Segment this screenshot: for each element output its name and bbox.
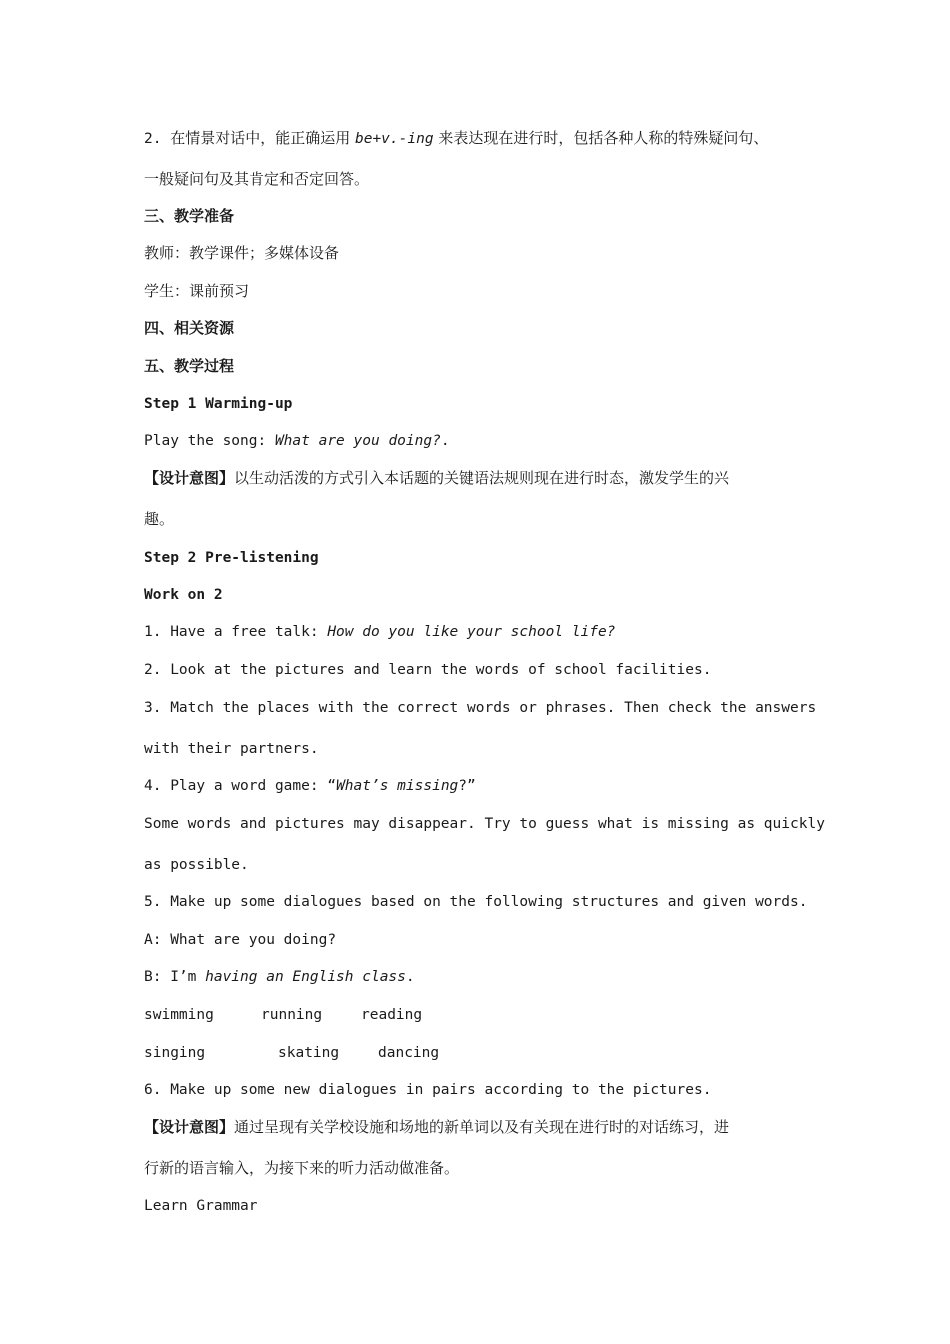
section-heading-preparation: 三、教学准备 bbox=[144, 207, 235, 225]
objective-2-line1 bbox=[144, 128, 768, 149]
words-row-1 bbox=[144, 1005, 422, 1025]
design-intent-tag: 【设计意图】 bbox=[144, 1118, 235, 1136]
objective-2-line2: 一般疑问句及其肯定和否定回答。 bbox=[144, 170, 370, 188]
item-4 bbox=[144, 776, 476, 796]
dialogue-b-end: . bbox=[405, 969, 415, 985]
dialogue-b bbox=[144, 967, 415, 987]
words-row-2 bbox=[144, 1043, 439, 1063]
play-song-line bbox=[144, 431, 450, 451]
work-on-heading: Work on 2 bbox=[144, 587, 223, 603]
word-item: skating bbox=[278, 1045, 340, 1061]
item-2: 2. Look at the pictures and learn the words of school facilities. bbox=[144, 662, 712, 678]
design-intent-1-text: 以生动活泼的方式引入本话题的关键语法规则现在进行时态，激发学生的兴 bbox=[234, 469, 730, 487]
item-3-line1: 3. Match the places with the correct words or phrases. Then check the answers bbox=[144, 700, 817, 716]
word-item: dancing bbox=[378, 1045, 440, 1061]
word-item: running bbox=[261, 1007, 323, 1023]
objective-text-a: 在情景对话中，能正确运用 bbox=[170, 129, 355, 147]
step2-heading: Step 2 Pre-listening bbox=[144, 550, 319, 566]
design-intent-1-line2: 趣。 bbox=[144, 510, 175, 528]
word-item: reading bbox=[361, 1007, 423, 1023]
item-4-prefix: 4. Play a word game: “ bbox=[144, 778, 337, 794]
design-intent-2-text: 通过呈现有关学校设施和场地的新单词以及有关现在进行时的对话练习，进 bbox=[234, 1118, 730, 1136]
design-intent-2-line1 bbox=[144, 1117, 729, 1137]
item-3-line2: with their partners. bbox=[144, 741, 319, 757]
item-1 bbox=[144, 622, 615, 642]
word-item: singing bbox=[144, 1045, 206, 1061]
objective-text-b: 来表达现在进行时，包括各种人称的特殊疑问句、 bbox=[433, 129, 769, 147]
learn-grammar-heading: Learn Grammar bbox=[144, 1198, 258, 1214]
play-song-prefix: Play the song: bbox=[144, 433, 275, 449]
step1-heading: Step 1 Warming-up bbox=[144, 396, 293, 412]
item-5: 5. Make up some dialogues based on the following structures and given words. bbox=[144, 894, 808, 910]
student-preparation: 学生：课前预习 bbox=[144, 282, 250, 300]
objective-grammar-formula: be+v.-ing bbox=[354, 131, 434, 147]
design-intent-tag: 【设计意图】 bbox=[144, 469, 235, 487]
dialogue-a: A: What are you doing? bbox=[144, 932, 337, 948]
item-1-question: How do you like your school life? bbox=[327, 624, 616, 640]
section-heading-process: 五、教学过程 bbox=[144, 357, 235, 375]
song-title: What are you doing? bbox=[274, 433, 441, 449]
play-song-end: . bbox=[440, 433, 450, 449]
teacher-preparation: 教师：教学课件；多媒体设备 bbox=[144, 244, 340, 262]
design-intent-1-line1 bbox=[144, 468, 729, 488]
objective-number: 2. bbox=[144, 131, 171, 147]
dialogue-b-activity: having an English class bbox=[205, 969, 406, 985]
item-4-desc-line2: as possible. bbox=[144, 857, 249, 873]
item-1-prefix: 1. Have a free talk: bbox=[144, 624, 328, 640]
word-item: swimming bbox=[144, 1007, 214, 1023]
dialogue-b-prefix: B: I’m bbox=[144, 969, 206, 985]
item-4-game-name: What’s missing bbox=[336, 778, 459, 794]
item-4-end: ?” bbox=[458, 778, 476, 794]
item-4-desc-line1: Some words and pictures may disappear. Try to guess what is missing as quickly bbox=[144, 816, 825, 832]
design-intent-2-line2: 行新的语言输入，为接下来的听力活动做准备。 bbox=[144, 1159, 460, 1177]
item-6: 6. Make up some new dialogues in pairs according to the pictures. bbox=[144, 1082, 712, 1098]
section-heading-resources: 四、相关资源 bbox=[144, 319, 235, 337]
